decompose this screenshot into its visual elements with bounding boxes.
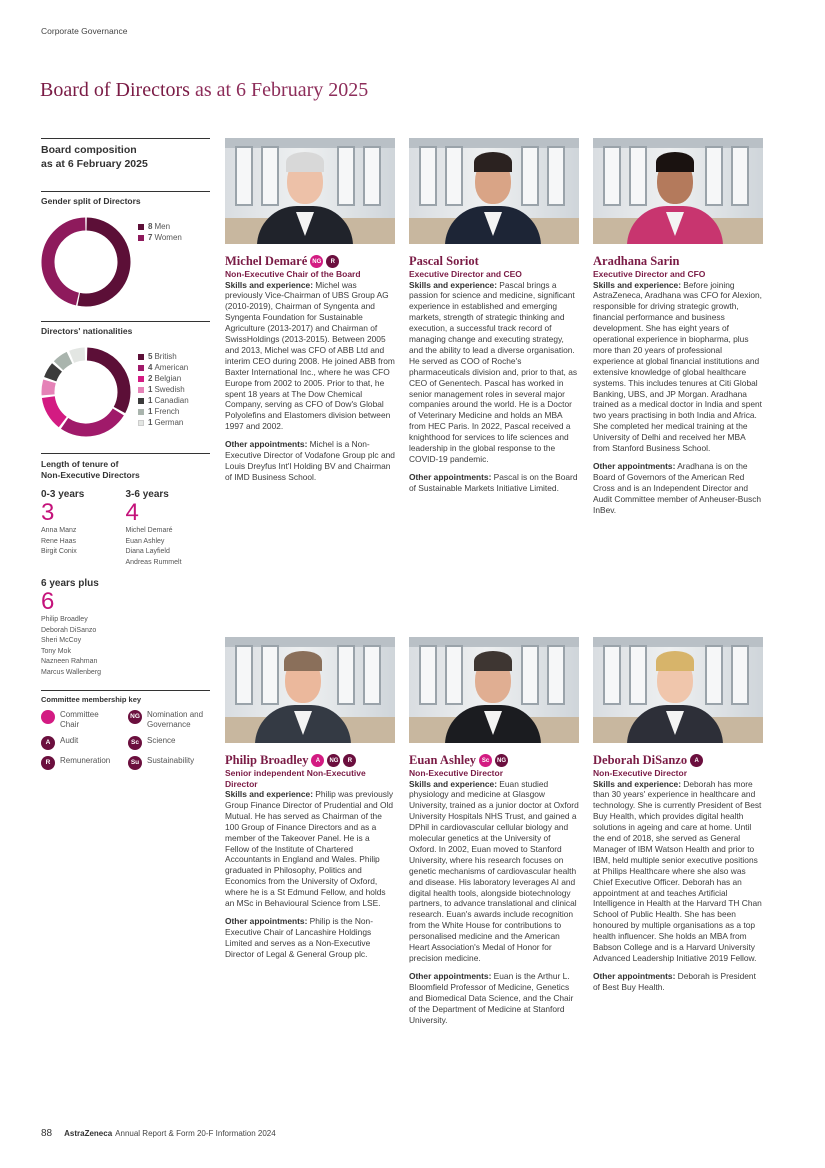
skills-paragraph xyxy=(593,779,763,964)
legend-count: 8 xyxy=(148,222,153,231)
legend-item xyxy=(138,417,189,428)
committee-key-label: Audit xyxy=(60,736,79,745)
nationalities-donut xyxy=(41,347,131,437)
tenure-name: Rene Haas xyxy=(41,537,77,545)
tenure-name: Marcus Wallenberg xyxy=(41,668,102,676)
photo-window xyxy=(337,645,355,705)
tenure-names xyxy=(41,615,137,678)
legend-swatch xyxy=(138,365,144,371)
legend-label: British xyxy=(154,352,177,361)
photo-window xyxy=(445,146,463,206)
portrait-hair xyxy=(474,152,512,172)
photo-window xyxy=(521,146,539,206)
donut-slice-women xyxy=(48,224,85,299)
skills-paragraph xyxy=(409,280,579,465)
photo-window xyxy=(363,645,381,705)
legend-item xyxy=(138,395,189,406)
director-photo xyxy=(593,637,763,743)
skills-label: Skills and experience: xyxy=(225,279,313,290)
tenure-name: Anna Manz xyxy=(41,527,77,534)
legend-label: French xyxy=(154,407,180,416)
committee-badge-icon: R xyxy=(41,756,55,770)
committee-key-item xyxy=(41,710,128,730)
director-bio xyxy=(593,280,763,516)
skills-text: Michel was previously Vice-Chairman of UBS Group AG (2010-2019), Chairman of Syngenta and Syngenta Foundation for Sustainable Agriculture (2013-2017) and Chairman of SwissHoldings (2013-2015). Between 2005 and 2013, Michel was CFO of ABB Ltd and interim CEO during 2008. He joined ABB from Baxter International Inc., where he was CFO Europe from 2002 to 2005. Prior to that, he spent 18 years at The Dow Chemical Company, serving as CFO of Dow's Global Polyolefins and Elastomers division between 1997 and 2002. xyxy=(225,279,395,432)
committee-badge-icon xyxy=(41,710,55,724)
legend-swatch xyxy=(138,224,144,230)
legend-count: 7 xyxy=(148,233,153,242)
committee-key-label: Remuneration xyxy=(60,756,111,765)
legend-label: Men xyxy=(154,222,171,231)
donut-slice-swedish xyxy=(48,381,50,394)
legend-item xyxy=(138,373,189,384)
legend-label: Belgian xyxy=(154,374,182,383)
footer-brand: AstraZeneca xyxy=(64,1129,113,1138)
director-bio xyxy=(409,779,579,1026)
tenure-name: Philip Broadley xyxy=(41,616,88,623)
donut-slice-belgian xyxy=(48,397,62,422)
tenure-count: 6 xyxy=(41,588,55,615)
appointments-paragraph xyxy=(593,461,763,516)
tenure-count: 3 xyxy=(41,499,55,526)
photo-window xyxy=(419,146,437,206)
photo-window xyxy=(705,645,723,705)
director-photo xyxy=(225,637,395,743)
director-name: Deborah DiSanzo xyxy=(593,753,688,767)
legend-count: 1 xyxy=(148,385,153,394)
skills-text: Euan studied physiology and medicine at Glasgow University, trained as a junior doctor at Oxford University Hospitals NHS Trust, and gained a DPhil in cardiovascular cellular biology and molecular genetics at the University of Oxford. In 2002, Euan moved to Stanford University, where his research focuses on genetic mechanisms of cardiovascular health and disease. His laboratory leverages AI and digital health tools, alongside biotechnology partners, to advance translational and clinical research. Euan's awards include recognition from the White House for contributions to personalised medicine and the American Heart Association's Medal of Honor for precision medicine. xyxy=(409,778,579,963)
committee-badge-icon: A xyxy=(41,736,55,750)
tenure-label: 3-6 years xyxy=(125,489,169,500)
tenure-label: 6 years plus xyxy=(41,578,99,589)
committee-key xyxy=(41,710,210,770)
skills-paragraph xyxy=(225,280,395,433)
page-footer xyxy=(41,1128,276,1139)
tenure-names xyxy=(126,526,211,568)
nationalities-title: Directors' nationalities xyxy=(41,326,133,336)
skills-label: Skills and experience: xyxy=(593,778,681,789)
committee-key-item xyxy=(41,736,128,750)
director-name-line xyxy=(225,254,395,269)
committee-badge-icon: A xyxy=(311,754,324,767)
page-number: 88 xyxy=(41,1128,53,1139)
legend-count: 1 xyxy=(148,418,153,427)
divider xyxy=(41,690,210,691)
director-card xyxy=(409,637,579,1032)
portrait-hair xyxy=(656,651,694,671)
photo-window xyxy=(629,645,647,705)
skills-text: Philip was previously Group Finance Director of Prudential and Old Mutual. He has served as Chairman of the 100 Group of Finance Directors and as a member of the Takeover Panel. He is a Fellow of the Institute of Chartered Accountants in England and Wales. Philip graduated in Philosophy, Politics and Economics from the University of Oxford, where he is a St Edmund Fellow, and holds an MSc in Behavioural Science from LSE. xyxy=(225,789,394,909)
tenure-title xyxy=(41,459,210,481)
committee-badge-icon: R xyxy=(326,255,339,268)
photo-window xyxy=(521,645,539,705)
director-name: Philip Broadley xyxy=(225,753,309,767)
divider xyxy=(41,138,210,139)
skills-label: Skills and experience: xyxy=(593,279,681,290)
gender-chart xyxy=(41,217,210,321)
appointments-text: Michel is a Non-Executive Director of Vodafone Group plc and Louis Dreyfus Int'l Holding BV and Chairman of IMD Business School. xyxy=(225,439,395,482)
legend-item xyxy=(138,406,189,417)
portrait-hair xyxy=(656,152,694,172)
appointments-paragraph xyxy=(593,971,763,993)
appointments-paragraph xyxy=(225,439,395,483)
skills-paragraph xyxy=(593,280,763,455)
skills-text: Before joining AstraZeneca, Aradhana was CFO for Alexion, responsible for driving strategic growth, financial performance and business development. She has eight years of operational experience in biopharma, plus more than 20 years of professional experience at global financial institutions and extensive knowledge of global healthcare systems. This includes tenures at Citi Global Banking, UBS, and JP Morgan. Aradhana trained as a medical doctor in India and spent two years practising in both India and Africa. She completed her medical training at the University of Delhi and received her MBA from Stanford Business School. xyxy=(593,279,763,454)
director-card xyxy=(593,637,763,1000)
committee-key-item xyxy=(128,710,210,730)
section-label: Corporate Governance xyxy=(41,26,128,36)
photo-window xyxy=(705,146,723,206)
director-name: Aradhana Sarin xyxy=(593,254,680,268)
photo-window xyxy=(261,146,279,206)
appointments-text: Deborah is President of Best Buy Health. xyxy=(593,970,756,992)
legend-swatch xyxy=(138,354,144,360)
appointments-text: Pascal is on the Board of Sustainable Markets Initiative Limited. xyxy=(409,471,578,493)
director-role: Executive Director and CFO xyxy=(593,269,706,279)
donut-slice-american xyxy=(65,412,119,430)
legend-item xyxy=(138,351,189,362)
committee-badge-icon: NG xyxy=(310,255,323,268)
director-name-line xyxy=(593,254,763,269)
photo-window xyxy=(337,146,355,206)
director-role: Non-Executive Director xyxy=(593,768,687,778)
committee-key-item xyxy=(128,756,210,770)
committee-badge-icon: NG xyxy=(128,710,142,724)
skills-label: Skills and experience: xyxy=(409,778,497,789)
committee-key-label: Nomination and Governance xyxy=(147,710,204,729)
director-role: Non-Executive Director xyxy=(409,768,503,778)
tenure-name: Diana Layfield xyxy=(125,548,170,555)
appointments-paragraph xyxy=(409,971,579,1026)
legend-label: Canadian xyxy=(154,396,189,405)
page-title xyxy=(40,79,368,102)
appointments-text: Euan is the Arthur L. Bloomfield Professor of Medicine, Genetics and Biomedical Data Science, and the Chair of the Department of Medicine at Stanford University. xyxy=(409,970,574,1025)
photo-window xyxy=(419,645,437,705)
donut-slice-french xyxy=(59,358,70,366)
appointments-label: Other appointments: xyxy=(593,970,676,981)
director-bio xyxy=(593,779,763,993)
page-title-main: Board of Directors xyxy=(40,79,190,101)
committee-badge-icon: Su xyxy=(128,756,142,770)
committee-badge-icon: R xyxy=(343,754,356,767)
appointments-paragraph xyxy=(409,472,579,494)
photo-window xyxy=(731,146,749,206)
tenure-name: Tony Mok xyxy=(41,647,71,655)
legend-swatch xyxy=(138,420,144,426)
photo-window xyxy=(629,146,647,206)
tenure-name: Michel Demaré xyxy=(125,527,173,534)
gender-title: Gender split of Directors xyxy=(41,196,141,206)
tenure-name: Andreas Rummelt xyxy=(125,558,182,566)
appointments-label: Other appointments: xyxy=(225,915,308,926)
legend-count: 2 xyxy=(148,374,153,383)
director-name-line xyxy=(409,753,579,768)
director-name-line xyxy=(225,753,395,768)
director-card xyxy=(225,637,395,967)
director-name: Michel Demaré xyxy=(225,254,308,268)
director-bio xyxy=(225,280,395,483)
legend-item xyxy=(138,232,182,243)
committee-key-item xyxy=(128,736,210,750)
committee-key-item xyxy=(41,756,128,770)
committee-badge-icon: Sc xyxy=(479,754,492,767)
committee-badge-icon: NG xyxy=(495,754,508,767)
photo-window xyxy=(547,645,565,705)
page-title-sub: as at 6 February 2025 xyxy=(189,79,369,101)
composition-title-line-1: Board composition xyxy=(41,144,137,156)
legend-swatch xyxy=(138,387,144,393)
appointments-text: Aradhana is on the Board of Governors of the American Red Cross and is an Independent Director and Audit Committee member of Anheuser-Busch InBev. xyxy=(593,461,762,515)
director-photo xyxy=(409,138,579,244)
photo-window xyxy=(731,645,749,705)
legend-item xyxy=(138,221,182,232)
skills-text: Pascal brings a passion for science and medicine, significant experience in established and emerging markets, strength of strategic thinking and execution, a successful track record of managing change and executing strategy, and the ability to lead a diverse organisation. He served as COO of Roche's pharmaceuticals division and, prior to that, as CEO of Genentech. Pascal has worked in senior management roles in several major companies around the world. He is a Doctor of Veterinary Medicine and holds an MBA from HEC Paris. In 2022, Pascal received a knighthood for services to life sciences and leadership in the global response to the COVID-19 pandemic. xyxy=(409,279,578,464)
appointments-label: Other appointments: xyxy=(225,439,308,450)
legend-swatch xyxy=(138,409,144,415)
donut-slice-men xyxy=(79,224,124,300)
legend-item xyxy=(138,384,189,395)
appointments-label: Other appointments: xyxy=(593,461,676,471)
director-name-line xyxy=(409,254,579,269)
legend-count: 5 xyxy=(148,352,153,361)
appointments-paragraph xyxy=(225,916,395,960)
photo-window xyxy=(363,146,381,206)
photo-window xyxy=(603,645,621,705)
director-photo xyxy=(593,138,763,244)
legend-label: Swedish xyxy=(154,385,185,394)
divider xyxy=(41,453,210,454)
donut-slice-british xyxy=(87,354,124,410)
legend-label: Women xyxy=(154,233,182,242)
board-composition-sidebar xyxy=(41,138,210,770)
tenure-group-3-6 xyxy=(126,489,211,568)
tenure-name: Deborah DiSanzo xyxy=(41,626,97,634)
tenure-group-6-plus xyxy=(41,578,137,678)
legend-count: 4 xyxy=(148,363,153,372)
director-photo xyxy=(225,138,395,244)
portrait-hair xyxy=(474,651,512,671)
director-name: Euan Ashley xyxy=(409,753,477,767)
committee-key-label: Committee Chair xyxy=(60,710,99,729)
committee-key-title: Committee membership key xyxy=(41,695,142,704)
composition-title-line-2: as at 6 February 2025 xyxy=(41,158,148,170)
skills-paragraph xyxy=(409,779,579,964)
appointments-text: Philip is the Non-Executive Chair of Lancashire Holdings Limited and serves as a Non-Executive Director of Legal & General Group plc. xyxy=(225,915,373,959)
composition-title xyxy=(41,143,210,171)
skills-paragraph xyxy=(225,789,395,909)
committee-badge-icon: Sc xyxy=(128,736,142,750)
portrait-hair xyxy=(286,152,324,172)
director-name: Pascal Soriot xyxy=(409,254,479,268)
tenure-name: Nazneen Rahman xyxy=(41,658,98,665)
director-bio xyxy=(409,280,579,494)
nationalities-legend xyxy=(138,351,189,428)
tenure-groups-row xyxy=(41,489,210,568)
tenure-title-line-1: Length of tenure of xyxy=(41,459,119,469)
legend-count: 1 xyxy=(148,407,153,416)
donut-slice-canadian xyxy=(50,367,57,379)
director-photo xyxy=(409,637,579,743)
gender-legend xyxy=(138,221,182,243)
tenure-group-0-3 xyxy=(41,489,126,568)
appointments-label: Other appointments: xyxy=(409,471,492,482)
tenure-title-line-2: Non-Executive Directors xyxy=(41,470,140,480)
director-role: Executive Director and CEO xyxy=(409,269,522,279)
tenure-name: Birgit Conix xyxy=(41,548,77,555)
director-name-line xyxy=(593,753,763,768)
nationalities-chart xyxy=(41,347,210,453)
tenure-count: 4 xyxy=(125,499,139,526)
committee-badge-icon: A xyxy=(690,754,703,767)
skills-text: Deborah has more than 30 years' experience in healthcare and technology. She is currently President of Best Buy Health, which provides digital health solutions in ageing and care at home. Until the end of 2018, she served as General Manager of IBM Watson Health and prior to IBM, held multiple senior executive positions at Philips Healthcare where she also was Chief Executive Officer. Deborah has an appointment at and teaches Artificial Intelligence in Health at the Harvard TH Chan School of Public Health. She has been honoured by multiple organisations as a top health influencer. She holds an MBA from Babson College and is a Harvard University Advanced Leadership Initiative 2019 Fellow. xyxy=(593,778,762,963)
tenure-label: 0-3 years xyxy=(41,489,85,500)
tenure-name: Sheri McCoy xyxy=(41,637,82,644)
committee-key-label: Science xyxy=(147,736,176,745)
tenure-names xyxy=(41,526,126,558)
director-card xyxy=(225,138,395,490)
director-card xyxy=(593,138,763,523)
director-bio xyxy=(225,789,395,960)
photo-window xyxy=(261,645,279,705)
skills-label: Skills and experience: xyxy=(409,279,497,290)
donut-slice-german xyxy=(72,354,85,357)
legend-swatch xyxy=(138,398,144,404)
legend-label: American xyxy=(154,363,189,372)
divider xyxy=(41,191,210,192)
photo-window xyxy=(547,146,565,206)
photo-window xyxy=(235,146,253,206)
committee-key-label: Sustainability xyxy=(147,756,195,765)
legend-item xyxy=(138,362,189,373)
legend-swatch xyxy=(138,376,144,382)
legend-count: 1 xyxy=(148,396,153,405)
director-card xyxy=(409,138,579,501)
footer-text: Annual Report & Form 20-F Information 2024 xyxy=(115,1129,276,1138)
legend-swatch xyxy=(138,235,144,241)
tenure-name: Euan Ashley xyxy=(125,537,165,545)
legend-label: German xyxy=(154,418,184,427)
director-role: Non-Executive Chair of the Board xyxy=(225,269,361,279)
divider xyxy=(41,321,210,322)
gender-donut xyxy=(41,217,131,307)
director-role: Senior independent Non-Executive Director xyxy=(225,768,366,789)
committee-badge-icon: NG xyxy=(327,754,340,767)
photo-window xyxy=(603,146,621,206)
appointments-label: Other appointments: xyxy=(409,970,492,981)
photo-window xyxy=(235,645,253,705)
portrait-hair xyxy=(284,651,322,671)
photo-window xyxy=(445,645,463,705)
skills-label: Skills and experience: xyxy=(225,789,313,799)
